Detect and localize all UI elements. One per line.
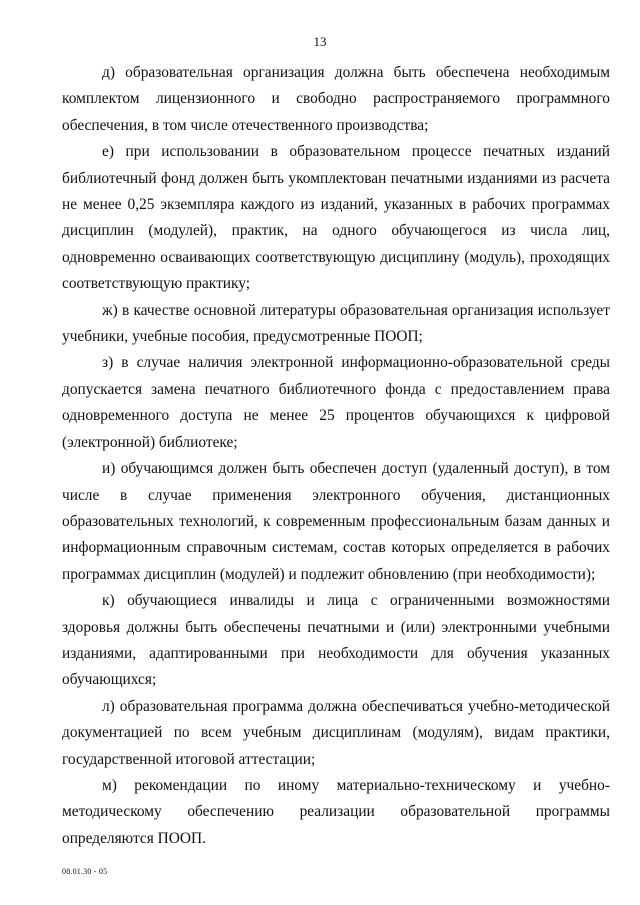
page-number: 13 bbox=[313, 34, 327, 49]
paragraph-e: е) при использовании в образовательном процессе печатных изданий библиотечный фонд должен быть укомплектован печатными изданиями из расчета не менее 0,25 экземпляра каждого из изданий, указанных в рабочих программах дисциплин (модулей), практик, на одного обучающегося из числа лиц, одновременно осваивающих соответствующую дисциплину (модуль), проходящих соответствующую практику; bbox=[62, 143, 610, 293]
paragraph-z: з) в случае наличия электронной информационно-образовательной среды допускается замена печатного библиотечного фонда с предоставлением права одновременного доступа не менее 25 процентов обучающихся к цифровой (электронной) библиотеке; bbox=[62, 354, 610, 451]
paragraph-i: и) обучающимся должен быть обеспечен доступ (удаленный доступ), в том числе в случае применения электронного обучения, дистанционных образовательных технологий, к современным профессиональным базам данных и информационным справочным системам, состав которых определяется в рабочих программах дисциплин (модулей) и подлежит обновлению (при необходимости); bbox=[62, 460, 610, 583]
paragraph-k: к) обучающиеся инвалиды и лица с ограниченными возможностями здоровья должны быть обеспечены печатными и (или) электронными учебными изданиями, адаптированными при необходимости для обучения указанных обучающихся; bbox=[62, 592, 610, 689]
document-body bbox=[62, 60, 610, 852]
paragraph-m: м) рекомендации по иному материально-техническому и учебно-методическому обеспечению реализации образовательной программы определяются ПООП. bbox=[62, 776, 610, 847]
paragraph-zh: ж) в качестве основной литературы образовательная организация использует учебники, учебные пособия, предусмотренные ПООП; bbox=[62, 301, 610, 346]
footer-code: 08.01.30 - 05 bbox=[62, 867, 108, 876]
paragraph-d: д) образовательная организация должна быть обеспечена необходимым комплектом лицензионного и свободно распространяемого программного обеспечения, в том числе отечественного производства; bbox=[62, 64, 610, 134]
paragraph-l: л) образовательная программа должна обеспечиваться учебно-методической документацией по всем учебным дисциплинам (модулям), видам практики, государственной итоговой аттестации; bbox=[62, 697, 610, 768]
